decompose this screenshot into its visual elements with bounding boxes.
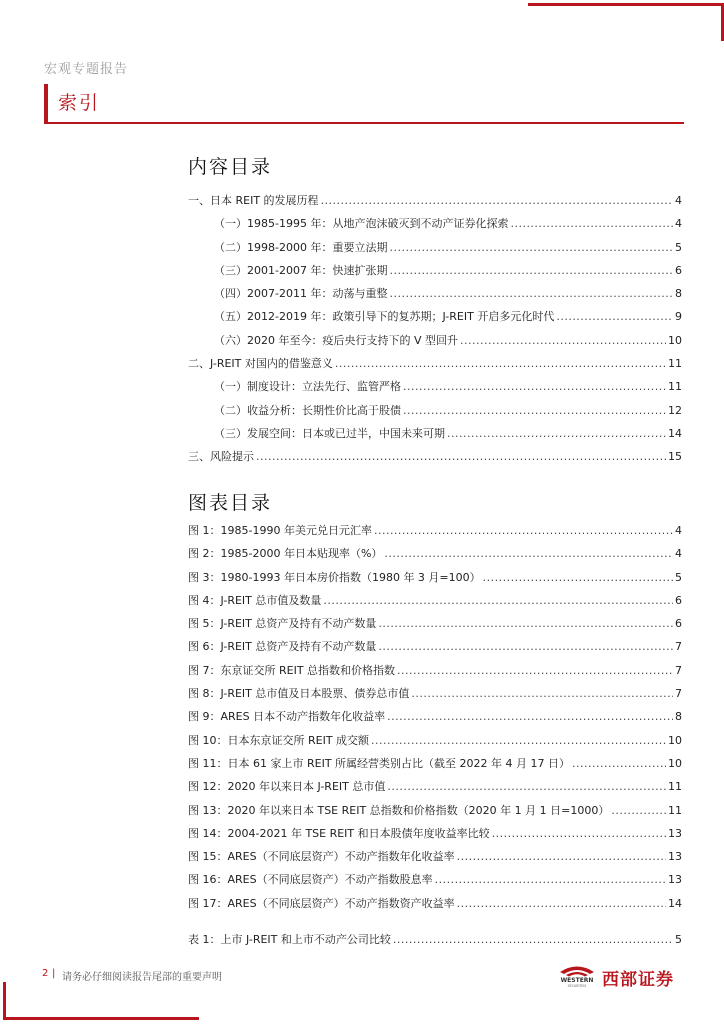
figure-entry-page: 7 [675,640,682,654]
table-entry-label: 表 1：上市 J-REIT 和上市不动产公司比较 [188,933,391,946]
figure-entry-page: 4 [675,547,682,561]
toc-heading: 内容目录 [188,156,273,178]
toc-entry-page: 5 [675,240,682,254]
toc-entry[interactable] [188,355,682,378]
toc-entry-page: 15 [668,450,682,464]
dot-leader [397,664,673,677]
dot-leader [378,617,673,630]
dot-leader [321,194,673,207]
toc-entry[interactable] [188,192,682,215]
logo-mark-icon [556,963,598,989]
dot-leader [460,334,666,347]
figure-entry[interactable] [188,662,682,685]
figure-entry[interactable] [188,755,682,778]
figure-entry-label: 图 9：ARES 日本不动产指数年化收益率 [188,710,386,724]
toc-entry-label: 二、J-REIT 对国内的借鉴意义 [188,357,333,371]
dot-leader [457,897,666,910]
toc-list [188,192,682,472]
toc-entry[interactable] [188,308,682,331]
dot-leader [611,804,666,817]
toc-entry-page: 9 [675,310,682,324]
figure-entry-label: 图 1：1985-1990 年美元兑日元汇率 [188,524,372,537]
figure-entry[interactable] [188,895,682,918]
figure-entry-page: 8 [675,710,682,724]
figure-entry[interactable] [188,545,682,568]
corner-frame-bottom-left-vertical [3,982,6,1020]
figure-entry-label: 图 15：ARES（不同底层资产）不动产指数年化收益率 [188,850,455,864]
figure-entry-label: 图 8：J-REIT 总市值及日本股票、债券总市值 [188,687,410,701]
figure-entry-page: 4 [675,524,682,537]
toc-entry-page: 14 [668,426,682,440]
figure-entry[interactable] [188,871,682,894]
figure-entry[interactable] [188,592,682,615]
figure-entry[interactable] [188,825,682,848]
toc-entry-label: （三）2001-2007 年：快速扩张期 [214,263,388,277]
dot-leader [403,380,666,393]
toc-entry[interactable] [188,215,682,238]
report-type: 宏观专题报告 [44,62,129,77]
figure-entry[interactable] [188,569,682,592]
toc-entry-label: （一）制度设计：立法先行、监管严格 [214,380,401,394]
dot-leader [393,933,673,946]
figure-entry-page: 7 [675,663,682,677]
section-title: 索引 [58,92,101,114]
figure-entry[interactable] [188,732,682,755]
figure-entry-page: 10 [668,733,682,747]
toc-entry-label: （四）2007-2011 年：动荡与重整 [214,287,388,301]
dot-leader [387,710,673,723]
table-entry[interactable] [188,931,682,954]
toc-entry[interactable] [188,448,682,471]
figure-entry[interactable] [188,522,682,545]
toc-entry[interactable] [188,262,682,285]
figure-entry[interactable] [188,708,682,731]
toc-entry-label: （一）1985-1995 年：从地产泡沫破灭到不动产证券化探索 [214,217,509,231]
toc-entry-page: 11 [668,380,682,394]
dot-leader [256,450,666,463]
figure-entry-page: 11 [668,780,682,794]
dot-leader [510,217,673,230]
dot-leader [447,427,666,440]
dot-leader [335,357,666,370]
figure-entry[interactable] [188,685,682,708]
corner-frame-bottom-left [3,1017,199,1020]
toc-entry-label: 三、风险提示 [188,450,254,464]
toc-entry-page: 4 [675,194,682,207]
toc-entry-page: 4 [675,217,682,231]
logo-wordmark: WESTERN [560,977,594,984]
figure-entry-label: 图 7：东京证交所 REIT 总指数和价格指数 [188,663,396,677]
figure-entry-page: 11 [668,803,682,817]
figure-entry[interactable] [188,638,682,661]
figure-entry-label: 图 2：1985-2000 年日本贴现率（%） [188,547,383,561]
figure-entry-label: 图 12：2020 年以来日本 J-REIT 总市值 [188,780,386,794]
dot-leader [457,850,666,863]
dot-leader [403,404,666,417]
figure-entry[interactable] [188,615,682,638]
logo-text: 西部证券 [602,970,674,990]
dot-leader [556,310,673,323]
table-list [188,931,682,954]
dot-leader [389,241,673,254]
dot-leader [483,571,673,584]
figure-entry[interactable] [188,802,682,825]
dot-leader [492,827,666,840]
table-entry-page: 5 [675,933,682,946]
toc-entry-page: 11 [668,357,682,371]
toc-entry-label: （二）1998-2000 年：重要立法期 [214,240,388,254]
figure-entry-page: 7 [675,687,682,701]
dot-leader [384,547,673,560]
dot-leader [411,687,673,700]
toc-entry-label: （二）收益分析：长期性价比高于股债 [214,403,401,417]
dot-leader [387,780,666,793]
toc-entry-label: 一、日本 REIT 的发展历程 [188,194,319,207]
figure-entry[interactable] [188,848,682,871]
figure-entry-page: 6 [675,593,682,607]
figures-heading: 图表目录 [188,492,273,514]
figure-entry-page: 5 [675,570,682,584]
dot-leader [435,873,666,886]
dot-leader [371,734,666,747]
toc-entry-label: （三）发展空间：日本或已过半，中国未来可期 [214,426,445,440]
figure-entry-label: 图 3：1980-1993 年日本房价指数（1980 年 3 月=100） [188,570,481,584]
toc-entry-page: 10 [668,333,682,347]
toc-entry[interactable] [188,402,682,425]
logo-subtext: SECURITIES [567,984,587,988]
figure-entry-label: 图 13：2020 年以来日本 TSE REIT 总指数和价格指数（2020 年 1 月 1 日=1000） [188,803,610,817]
toc-entry-page: 6 [675,263,682,277]
figure-entry-page: 13 [668,873,682,887]
figure-list [188,522,682,918]
figure-entry-label: 图 11：日本 61 家上市 REIT 所属经营类别占比（截至 2022 年 4 月 17 日） [188,756,571,770]
dot-leader [389,287,673,300]
figure-entry-label: 图 4：J-REIT 总市值及数量 [188,593,322,607]
figure-entry-page: 13 [668,850,682,864]
figure-entry[interactable] [188,778,682,801]
toc-entry-page: 8 [675,287,682,301]
figure-entry-label: 图 14：2004-2021 年 TSE REIT 和日本股债年度收益率比较 [188,826,490,840]
footer-disclaimer: 请务必仔细阅读报告尾部的重要声明 [62,972,222,983]
figure-entry-page: 6 [675,617,682,631]
toc-entry-page: 12 [668,403,682,417]
toc-entry[interactable] [188,425,682,448]
dot-leader [572,757,666,770]
section-accent-bar [44,84,48,124]
figure-entry-page: 14 [668,896,682,910]
figure-entry-label: 图 16：ARES（不同底层资产）不动产指数股息率 [188,873,433,887]
toc-entry[interactable] [188,285,682,308]
toc-entry[interactable] [188,239,682,262]
figure-entry-label: 图 17：ARES（不同底层资产）不动产指数资产收益率 [188,896,455,910]
dot-leader [374,524,673,537]
figure-entry-label: 图 5：J-REIT 总资产及持有不动产数量 [188,617,377,631]
dot-leader [323,594,673,607]
footer-separator: | [52,968,56,979]
figure-entry-page: 13 [668,826,682,840]
section-divider [44,122,684,124]
toc-entry[interactable] [188,332,682,355]
toc-entry-label: （五）2012-2019 年：政策引导下的复苏期；J-REIT 开启多元化时代 [214,310,555,324]
corner-frame-top-right [528,3,724,6]
western-securities-logo [556,963,692,989]
dot-leader [389,264,673,277]
toc-entry[interactable] [188,378,682,401]
figure-entry-label: 图 10：日本东京证交所 REIT 成交额 [188,733,370,747]
page-number: 2 [42,968,49,979]
toc-entry-label: （六）2020 年至今：疫后央行支持下的 V 型回升 [214,333,459,347]
figure-entry-page: 10 [668,756,682,770]
dot-leader [378,640,673,653]
figure-entry-label: 图 6：J-REIT 总资产及持有不动产数量 [188,640,377,654]
